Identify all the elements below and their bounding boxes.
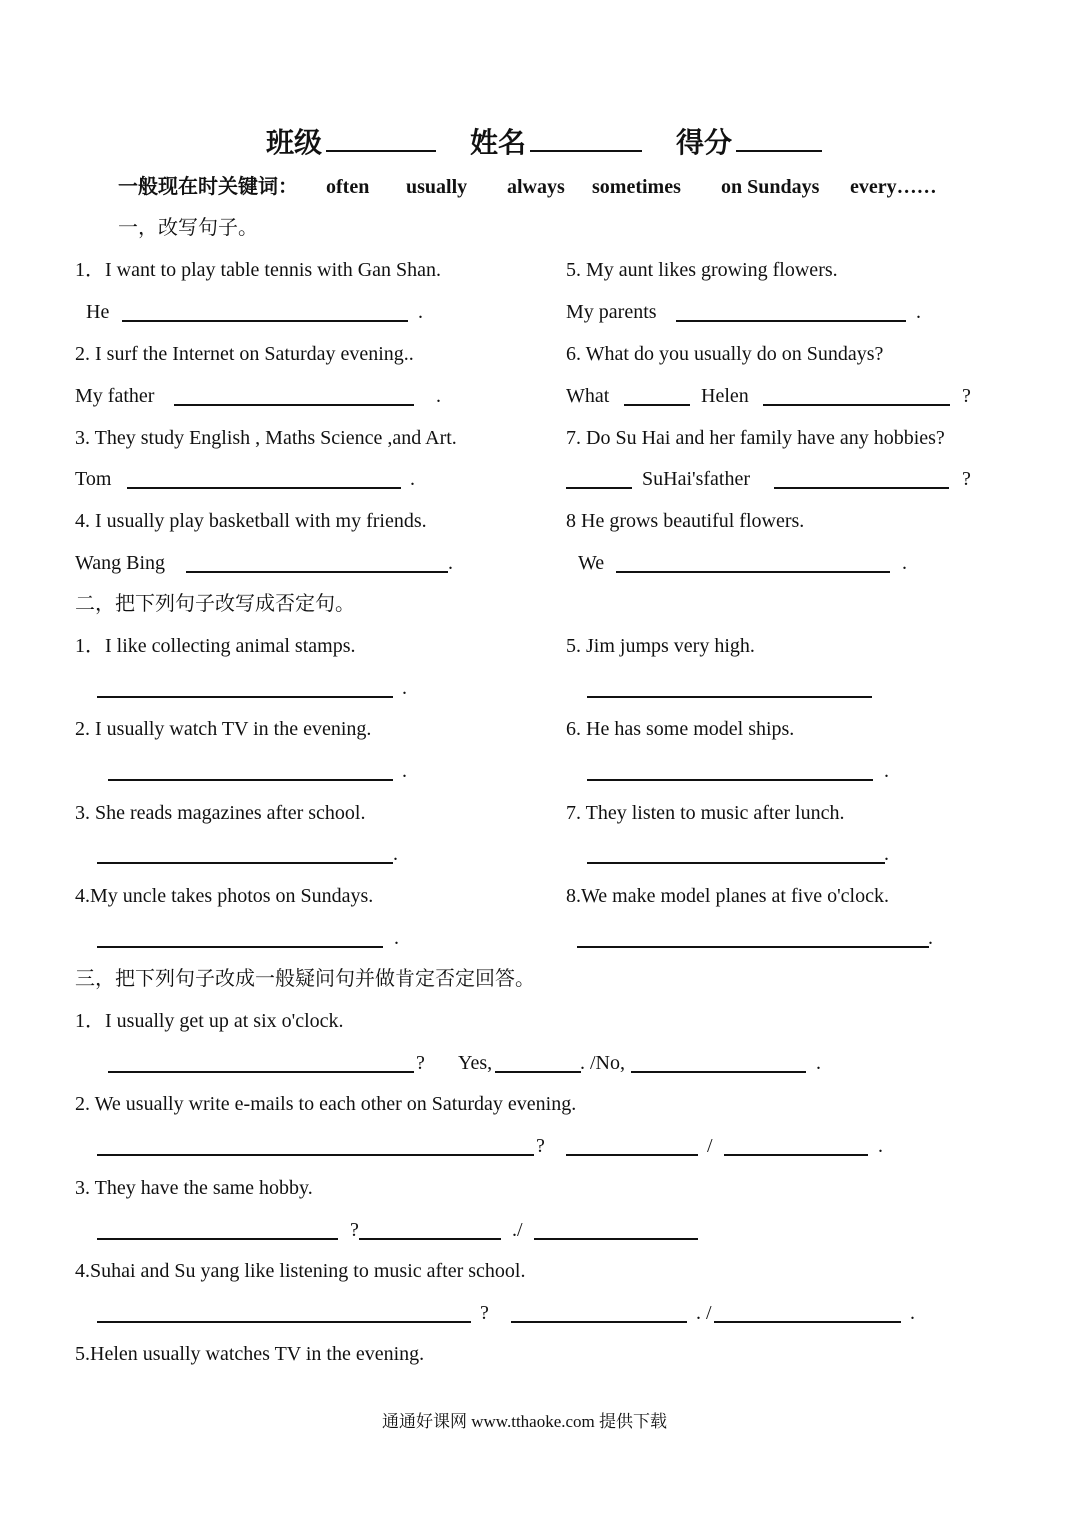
s3-a2-no-blank[interactable] (724, 1154, 868, 1156)
s1-a3-prefix: Tom (75, 468, 112, 490)
class-blank[interactable] (326, 124, 436, 152)
keywords-label: 一般现在时关键词： (118, 176, 298, 198)
s2-q8: 8.We make model planes at five o'clock. (566, 885, 889, 907)
s2-q2: 2. I usually watch TV in the evening. (75, 718, 372, 740)
s3-a1-no: . /No, (580, 1052, 625, 1074)
section2-title: 二，把下列句子改写成否定句。 (75, 593, 355, 615)
s3-a1-no-blank[interactable] (631, 1071, 806, 1073)
s2-a3-blank[interactable] (97, 862, 393, 864)
s1-a4-end: . (448, 552, 453, 574)
keyword-every: every…… (850, 176, 937, 198)
s2-a6-end: . (884, 760, 889, 782)
s1-a1-end: . (418, 301, 423, 323)
s3-a3-no-blank[interactable] (534, 1238, 698, 1240)
score-field (676, 124, 826, 161)
s3-a4-qmark: ? (480, 1302, 489, 1324)
s1-a7-blank-2[interactable] (774, 487, 949, 489)
s1-a3-blank[interactable] (127, 487, 401, 489)
s3-a1-qmark: ? (416, 1052, 425, 1074)
s2-q3: 3. She reads magazines after school. (75, 802, 366, 824)
s1-q4: 4. I usually play basketball with my friends. (75, 510, 427, 532)
s2-q1: 1．I like collecting animal stamps. (75, 635, 356, 657)
s1-a5-blank[interactable] (676, 320, 906, 322)
s3-a2-end: . (878, 1135, 883, 1157)
s1-a6-blank-1[interactable] (624, 404, 690, 406)
s1-a5-prefix: My parents (566, 301, 657, 323)
s1-a3-end: . (410, 468, 415, 490)
section1-title: 一，改写句子。 (118, 217, 258, 239)
s1-a6-prefix: What (566, 385, 610, 407)
s2-a2-end: . (402, 760, 407, 782)
s3-a2-yes-blank[interactable] (566, 1154, 698, 1156)
s1-a4-blank[interactable] (186, 571, 448, 573)
s1-a8-prefix: We (578, 552, 605, 574)
s3-q2: 2. We usually write e-mails to each other on Saturday evening. (75, 1093, 577, 1115)
s2-a6-blank[interactable] (587, 779, 873, 781)
s3-q4: 4.Suhai and Su yang like listening to music after school. (75, 1260, 526, 1282)
s2-a7-end: . (884, 843, 889, 865)
s1-a4-prefix: Wang Bing (75, 552, 166, 574)
score-label: 得分 (676, 128, 733, 159)
s1-a1-blank[interactable] (122, 320, 408, 322)
s1-q8: 8 He grows beautiful flowers. (566, 510, 805, 532)
s2-a8-end: . (928, 927, 933, 949)
s3-a1-question-blank[interactable] (108, 1071, 414, 1073)
s3-a4-yes-blank[interactable] (511, 1321, 687, 1323)
s1-a6-middle: Helen (701, 385, 749, 407)
s2-q6: 6. He has some model ships. (566, 718, 795, 740)
s2-a4-blank[interactable] (97, 946, 383, 948)
s1-a5-end: . (916, 301, 921, 323)
s3-a2-slash: / (707, 1135, 713, 1157)
s2-a5-blank[interactable] (587, 696, 872, 698)
s1-a7-end: ? (962, 468, 971, 490)
keyword-often: often (326, 176, 370, 198)
s2-a1-blank[interactable] (97, 696, 393, 698)
s2-a2-blank[interactable] (108, 779, 393, 781)
s3-a3-question-blank[interactable] (97, 1238, 338, 1240)
s3-a3-yes-blank[interactable] (359, 1238, 501, 1240)
s2-q5: 5. Jim jumps very high. (566, 635, 755, 657)
s1-q7: 7. Do Su Hai and her family have any hobbies? (566, 427, 945, 449)
s1-a8-blank[interactable] (616, 571, 890, 573)
keyword-on-sundays: on Sundays (721, 176, 820, 198)
name-field (470, 124, 646, 161)
name-label: 姓名 (470, 128, 527, 159)
keyword-usually: usually (406, 176, 468, 198)
s2-a8-blank[interactable] (577, 946, 929, 948)
s2-a4-end: . (394, 927, 399, 949)
s2-a7-blank[interactable] (587, 862, 885, 864)
s2-a1-end: . (402, 677, 407, 699)
s3-q3: 3. They have the same hobby. (75, 1177, 313, 1199)
s1-a8-end: . (902, 552, 907, 574)
s3-a4-question-blank[interactable] (97, 1321, 471, 1323)
s3-a4-no-blank[interactable] (714, 1321, 901, 1323)
section3-title: 三，把下列句子改成一般疑问句并做肯定否定回答。 (75, 968, 535, 990)
s1-q5: 5. My aunt likes growing flowers. (566, 259, 838, 281)
s2-a3-end: . (393, 843, 398, 865)
s1-q1: 1．I want to play table tennis with Gan Shan. (75, 259, 442, 281)
s1-a6-blank-2[interactable] (763, 404, 950, 406)
s2-q4: 4.My uncle takes photos on Sundays. (75, 885, 374, 907)
s1-a1-prefix: He (86, 301, 110, 323)
s3-a2-question-blank[interactable] (97, 1154, 534, 1156)
s1-a2-prefix: My father (75, 385, 155, 407)
s3-a1-yes: Yes, (458, 1052, 493, 1074)
s3-a1-yes-blank[interactable] (495, 1071, 581, 1073)
s3-q1: 1．I usually get up at six o'clock. (75, 1010, 344, 1032)
s1-a2-end: . (436, 385, 441, 407)
s2-q7: 7. They listen to music after lunch. (566, 802, 845, 824)
s3-a4-slash: . / (696, 1302, 712, 1324)
s1-a6-end: ? (962, 385, 971, 407)
name-blank[interactable] (530, 124, 642, 152)
keyword-always: always (507, 176, 565, 198)
footer-text: 通通好课网 www.tthaoke.com 提供下载 (382, 1412, 668, 1431)
s3-q5: 5.Helen usually watches TV in the evening. (75, 1343, 425, 1365)
s3-a1-end: . (816, 1052, 821, 1074)
s1-a2-blank[interactable] (174, 404, 414, 406)
keyword-sometimes: sometimes (592, 176, 681, 198)
score-blank[interactable] (736, 124, 822, 152)
class-label: 班级 (266, 128, 323, 159)
s1-q6: 6. What do you usually do on Sundays? (566, 343, 884, 365)
s1-q2: 2. I surf the Internet on Saturday evening.. (75, 343, 414, 365)
s3-a2-qmark: ? (536, 1135, 545, 1157)
s1-a7-middle: SuHai'sfather (642, 468, 751, 490)
s1-q3: 3. They study English , Maths Science ,and Art. (75, 427, 457, 449)
s3-a3-qmark: ? (350, 1219, 359, 1241)
class-field (266, 124, 440, 161)
s1-a7-blank-1[interactable] (566, 487, 632, 489)
s3-a4-end: . (910, 1302, 915, 1324)
s3-a3-slash: ./ (512, 1219, 523, 1241)
